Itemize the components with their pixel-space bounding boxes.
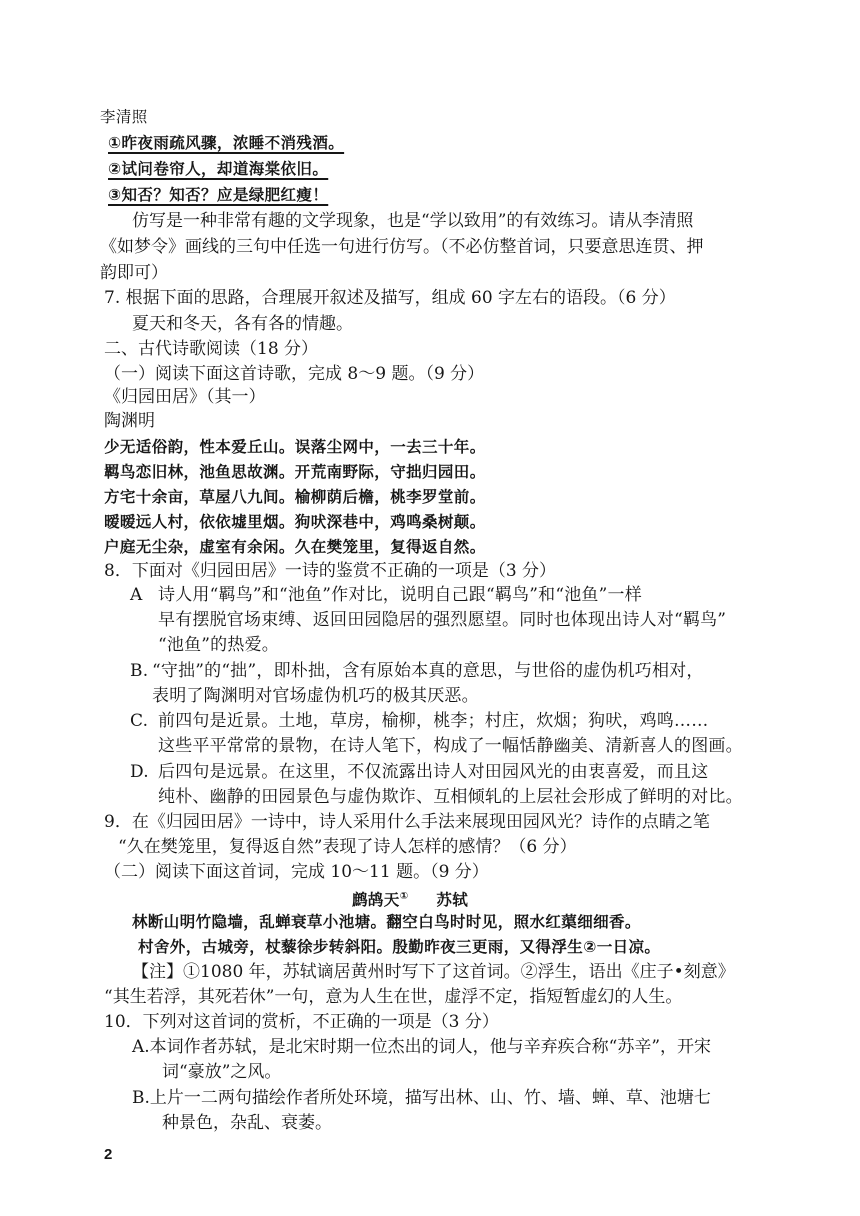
ci-line-1: 林断山明竹隐墙，乱蝉衰草小池塘。翻空白鸟时时见，照水红蕖细细香。 — [132, 913, 641, 931]
q8-option-a-line-3: “池鱼”的热爱。 — [158, 635, 279, 655]
underlined-line-2: ②试问卷帘人，却道海棠依旧。 — [108, 160, 329, 178]
q6-line-3: 韵即可） — [100, 263, 168, 283]
q8-option-b-letter: B. — [130, 661, 149, 681]
q10-option-b-line-2: 种景色，杂乱、衰萎。 — [162, 1113, 332, 1133]
q8-option-c-letter: C. — [130, 711, 149, 731]
q9-line-2: “久在樊笼里，复得返自然”表现了诗人怎样的感情？（6 分） — [118, 837, 577, 857]
poem-poet: 陶渊明 — [104, 411, 155, 431]
section2-heading: 二、古代诗歌阅读（18 分） — [104, 339, 319, 359]
q8-stem: 8．下面对《归园田居》一诗的鉴赏不正确的一项是（3 分） — [104, 561, 557, 581]
poet-name: 李清照 — [100, 108, 148, 126]
q10-option-a-line-1: A.本词作者苏轼，是北宋时期一位杰出的词人，他与辛弃疾合称“苏辛”，开宋 — [132, 1037, 712, 1057]
poem-line-2: 羁鸟恋旧林，池鱼思故渊。开荒南野际，守拙归园田。 — [104, 463, 486, 481]
poem-title: 《归园田居》（其一） — [104, 387, 266, 407]
q9-line-1: 9．在《归园田居》一诗中，诗人采用什么手法来展现田园风光？诗作的点睛之笔 — [104, 812, 710, 832]
ci-title-text: 鹧鸪天 — [352, 891, 400, 910]
q8-option-c-line-1: 前四句是近景。土地，草房，榆柳，桃李；村庄，炊烟；狗吠，鸡鸣…… — [158, 711, 709, 731]
poem-line-5: 户庭无尘杂，虚室有余闲。久在樊笼里，复得返自然。 — [104, 538, 486, 556]
q10-option-a-line-2: 词“豪放”之风。 — [162, 1062, 282, 1082]
q8-option-a-line-1: 诗人用“羁鸟”和“池鱼”作对比，说明自己跟“羁鸟”和“池鱼”一样 — [158, 585, 642, 605]
q8-option-a-letter: A — [130, 585, 143, 605]
underlined-line-1: ①昨夜雨疏风骤，浓睡不消残酒。 — [108, 134, 345, 152]
q7-prompt: 7. 根据下面的思路，合理展开叙述及描写，组成 60 字左右的语段。（6 分） — [104, 288, 676, 308]
poem-line-3: 方宅十余亩，草屋八九间。榆柳荫后檐，桃李罗堂前。 — [104, 488, 486, 506]
q8-option-c-line-2: 这些平平常常的景物，在诗人笔下，构成了一幅恬静幽美、清新喜人的图画。 — [158, 736, 743, 756]
q10-stem: 10．下列对这首词的赏析，不正确的一项是（3 分） — [104, 1012, 499, 1032]
q6-line-2: 《如梦令》画线的三句中任选一句进行仿写。（不必仿整首词，只要意思连贯、押 — [100, 237, 704, 257]
q8-option-d-line-1: 后四句是远景。在这里，不仅流露出诗人对田园风光的由衷喜爱，而且这 — [158, 762, 709, 782]
q8-option-d-line-2: 纯朴、幽静的田园景色与虚伪欺诈、互相倾轧的上层社会形成了鲜明的对比。 — [158, 787, 743, 807]
q8-option-d-letter: D. — [130, 762, 149, 782]
q8-option-b-line-1: “守拙”的“拙”，即朴拙，含有原始本真的意思，与世俗的虚伪机巧相对， — [152, 661, 704, 681]
note-line-1: 【注】①1080 年，苏轼谪居黄州时写下了这首词。②浮生，语出《庄子•刻意》 — [132, 962, 735, 982]
section2-sub2: （二）阅读下面这首词，完成 10～11 题。（9 分） — [104, 862, 489, 882]
ci-author: 苏轼 — [436, 891, 469, 910]
q6-line-1: 仿写是一种非常有趣的文学现象，也是“学以致用”的有效练习。请从李清照 — [132, 211, 694, 231]
poem-line-1: 少无适俗韵，性本爱丘山。误落尘网中，一去三十年。 — [104, 438, 486, 456]
underlined-line-3: ③知否？知否？应是绿肥红瘦！ — [108, 186, 329, 204]
section2-sub1: （一）阅读下面这首诗歌，完成 8～9 题。（9 分） — [104, 364, 485, 384]
q8-option-a-line-2: 早有摆脱官场束缚、返回田园隐居的强烈愿望。同时也体现出诗人对“羁鸟” — [158, 610, 727, 630]
q10-option-b-line-1: B.上片一二两句描绘作者所处环境，描写出林、山、竹、墙、蝉、草、池塘七 — [132, 1088, 711, 1108]
note-line-2: “其生若浮，其死若休”一句，意为人生在世，虚浮不定，指短暂虚幻的人生。 — [104, 987, 683, 1007]
ci-line-2: 村舍外，古城旁，杖藜徐步转斜阳。殷勤昨夜三更雨，又得浮生②一日凉。 — [138, 938, 661, 956]
ci-title — [352, 886, 468, 911]
q7-topic: 夏天和冬天，各有各的情趣。 — [132, 314, 353, 334]
q8-option-b-line-2: 表明了陶渊明对官场虚伪机巧的极其厌恶。 — [152, 686, 479, 706]
ci-title-note: ① — [399, 891, 409, 902]
page-number: 2 — [104, 1146, 113, 1163]
poem-line-4: 暧暧远人村，依依墟里烟。狗吠深巷中，鸡鸣桑树颠。 — [104, 513, 486, 531]
